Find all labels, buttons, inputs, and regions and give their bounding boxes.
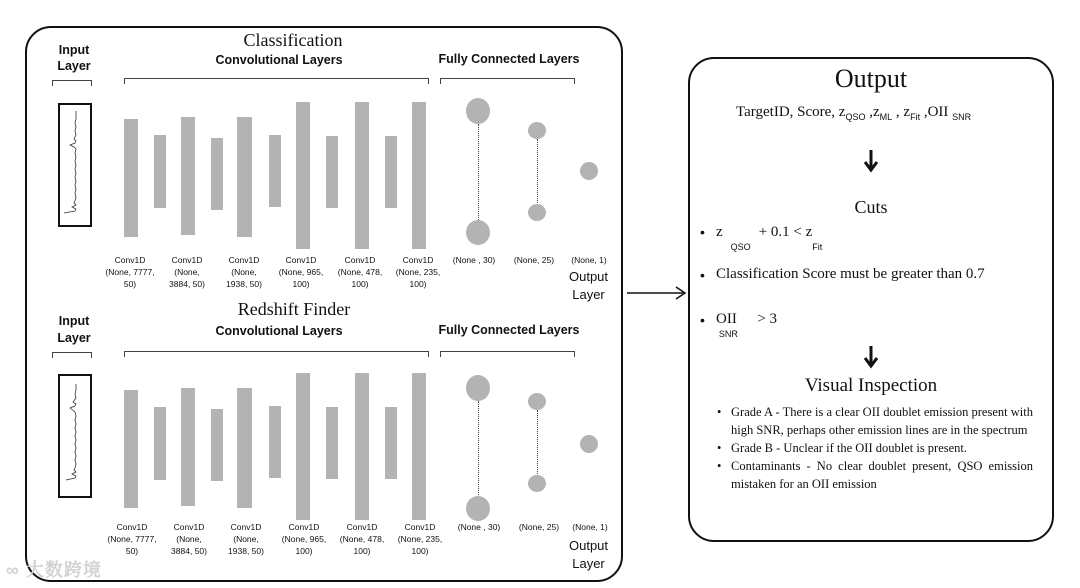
- conv-bracket: [124, 78, 429, 79]
- fc-bracket-2: [440, 351, 575, 352]
- input-bracket: [52, 80, 92, 81]
- fc1-dots-2: [478, 401, 479, 497]
- conv-bar-6: [412, 102, 426, 249]
- fc2-node-top-2: [528, 393, 546, 410]
- conv-layers-label-2: Convolutional Layers: [215, 324, 343, 338]
- conv-label-b4: Conv1D (None, 965, 100): [281, 522, 327, 556]
- output-layer-label-2: Output Layer: [568, 538, 609, 571]
- conv-label-b5: Conv1D (None, 478, 100): [339, 522, 385, 556]
- cut-3: $OII_{SNR} > 3$: [716, 311, 778, 339]
- fc-label-b1: (None , 30): [457, 522, 501, 532]
- fc-layers-label-2: Fully Connected Layers: [438, 323, 580, 337]
- visual-inspection-title: Visual Inspection: [804, 375, 938, 396]
- input-layer-label: Input Layer: [57, 43, 91, 73]
- cut-bullet-2: •: [700, 267, 705, 283]
- conv-bar-b2b: [211, 409, 223, 481]
- input-spectrum-2: [58, 374, 92, 498]
- conv-bar-b1b: [154, 407, 166, 480]
- conv-label-b2: Conv1D (None, 3884, 50): [171, 522, 207, 556]
- conv-bar-b4b: [326, 407, 338, 479]
- fc-label-1: (None , 30): [452, 255, 496, 265]
- grade-contaminants: • Contaminants - No clear doublet present, QSO emission mistaken for an OII emission: [717, 457, 1033, 493]
- fc-label-2: (None, 25): [513, 255, 555, 265]
- conv-label-b1: Conv1D (None, 7777, 50): [107, 522, 157, 556]
- fc-bracket: [440, 78, 575, 79]
- conv-label-4: Conv1D (None, 965, 100): [278, 255, 324, 289]
- conv-label-3: Conv1D (None, 1938, 50): [226, 255, 262, 289]
- conv-bar-2b: [211, 138, 223, 210]
- conv-bar-b3: [237, 388, 252, 508]
- conv-bar-4b: [326, 136, 338, 208]
- conv-bar-1: [124, 119, 138, 237]
- output-node: [580, 162, 598, 180]
- cuts-title: Cuts: [854, 197, 888, 217]
- conv-bracket-2: [124, 351, 429, 352]
- spectrum-plot: [60, 105, 90, 225]
- output-layer-label: Output Layer: [568, 269, 609, 302]
- watermark: [6, 556, 102, 582]
- conv-bar-3b: [269, 135, 281, 207]
- fc2-node-bottom-2: [528, 475, 546, 492]
- conv-bar-3: [237, 117, 252, 237]
- output-node-2: [580, 435, 598, 453]
- grades-list: [717, 403, 1033, 493]
- cut-1: $z_{QSO}+ 0.1 < z_{Fit}$: [716, 224, 823, 252]
- fc1-node-top: [466, 98, 490, 124]
- flow-arrow: [625, 285, 691, 301]
- conv-label-2: Conv1D (None, 3884, 50): [169, 255, 205, 289]
- conv-label-b6: Conv1D (None, 235, 100): [397, 522, 443, 556]
- conv-label-5: Conv1D (None, 478, 100): [337, 255, 383, 289]
- conv-bar-2: [181, 117, 195, 235]
- cut-bullet-3: •: [700, 312, 705, 328]
- watermark-logo-icon: ∞: [6, 560, 20, 580]
- conv-bar-b5b: [385, 407, 397, 479]
- conv-bar-4: [296, 102, 310, 249]
- grade-b: • Grade B - Unclear if the OII doublet is present.: [717, 439, 1033, 457]
- conv-label-b3: Conv1D (None, 1938, 50): [228, 522, 264, 556]
- conv-label-6: Conv1D (None, 235, 100): [395, 255, 441, 289]
- conv-bar-5: [355, 102, 369, 249]
- conv-bar-b2: [181, 388, 195, 506]
- cut-2: Classification Score must be greater than 0.7: [716, 266, 985, 282]
- spectrum-plot-2: [60, 376, 90, 496]
- fc-label-3: (None, 1): [571, 255, 607, 265]
- conv-bar-b4: [296, 373, 310, 520]
- input-spectrum: [58, 103, 92, 227]
- fc1-dots: [478, 124, 479, 220]
- redshift-finder-title: Redshift Finder: [237, 299, 351, 319]
- conv-bar-b3b: [269, 406, 281, 478]
- fc-label-b2: (None, 25): [518, 522, 560, 532]
- input-bracket-2: [52, 352, 92, 353]
- cut-bullet-1: •: [700, 224, 705, 240]
- fc-layers-label: Fully Connected Layers: [438, 52, 580, 66]
- conv-bar-b5: [355, 373, 369, 520]
- fc2-node-top: [528, 122, 546, 139]
- conv-bar-1b: [154, 135, 166, 208]
- down-arrow-icon-2: [862, 344, 880, 370]
- conv-bar-b1: [124, 390, 138, 508]
- output-fields: TargetID, Score, $z_{QSO}$ $,z_{ML}$ , $z_{Fit}$ ,OII $_{SNR}$: [736, 104, 972, 122]
- conv-layers-label: Convolutional Layers: [215, 53, 343, 67]
- conv-label-1: Conv1D (None, 7777, 50): [105, 255, 155, 289]
- grade-a: • Grade A - There is a clear OII doublet emission present with high SNR, perhaps other emission lines are in the spectrum: [717, 403, 1033, 439]
- fc1-node-bottom: [466, 220, 490, 245]
- conv-bar-b6: [412, 373, 426, 520]
- fc1-node-top-2: [466, 375, 490, 401]
- fc-label-b3: (None, 1): [572, 522, 608, 532]
- output-title: Output: [834, 64, 908, 93]
- watermark-text: 大数跨境: [25, 560, 102, 580]
- input-layer-label-2: Input Layer: [57, 314, 91, 345]
- fc1-node-bottom-2: [466, 496, 490, 521]
- conv-bar-5b: [385, 136, 397, 208]
- fc2-node-bottom: [528, 204, 546, 221]
- fc2-dots-2: [537, 410, 538, 476]
- fc2-dots: [537, 139, 538, 205]
- down-arrow-icon: [862, 148, 880, 174]
- classification-title: Classification: [243, 30, 343, 50]
